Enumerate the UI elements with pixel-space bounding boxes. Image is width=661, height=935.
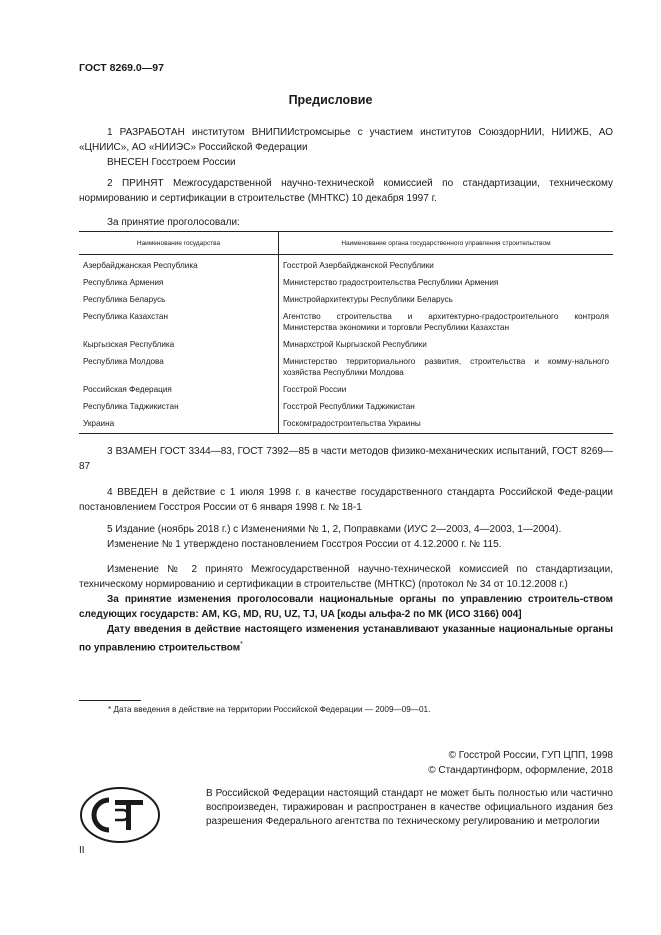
table-row — [79, 380, 613, 397]
column-header-state: Наименование государства — [79, 232, 279, 255]
table-cell-authority: Агентство строительства и архитектурно-градостроительного контроля Министерства экономики и торговли Республики Казахстан — [279, 307, 614, 335]
item-3: 3 ВЗАМЕН ГОСТ 3344—83, ГОСТ 7392—85 в части методов физико-механических испытаний, ГОСТ 8269—87 — [79, 446, 613, 472]
change-2-effective-date — [79, 622, 613, 655]
table-cell-authority: Госстрой Республики Таджикистан — [279, 397, 614, 414]
item-4: 4 ВВЕДЕН в действие с 1 июля 1998 г. в качестве государственного стандарта Российской Феде-рации постановлением Госстроя России от 6 января 1998 г. № 18-1 — [79, 487, 613, 513]
legal-notice-text: В Российской Федерации настоящий стандарт не может быть полностью или частично воспроизведен, тиражирован и распространен в качестве официального издания без разрешения Федерального агентства по техническому регулированию и метрологии — [206, 788, 613, 827]
table-row — [79, 414, 613, 434]
document-code: ГОСТ 8269.0—97 — [79, 62, 164, 74]
page-title: Предисловие — [288, 93, 373, 107]
item-1-developer: 1 РАЗРАБОТАН институтом ВНИПИИстромсырье с участием институтов СоюздорНИИ, НИИЖБ, АО «ЦНИИС», АО «НИИЭС» Российской Федерации — [79, 127, 613, 153]
column-header-authority: Наименование органа государственного управления строительством — [279, 232, 614, 255]
item-2: 2 ПРИНЯТ Межгосударственной научно-технической комиссией по стандартизации, техническому нормированию и сертификации в строительстве (МНТКС) 10 декабря 1997 г. — [79, 178, 613, 204]
table-cell-authority: Министерство территориального развития, строительства и комму-нального хозяйства Республики Молдова — [279, 352, 614, 380]
copyright — [428, 748, 613, 778]
change-2-block — [79, 562, 613, 655]
change-2-text: Изменение № 2 принято Межгосударственной научно-технической комиссией по стандартизации, техническому нормированию и сертификации в строительстве (МНТКС) (протокол № 34 от 10.12.2008 г.) — [79, 564, 613, 590]
table-row — [79, 352, 613, 380]
item-1 — [79, 125, 613, 170]
footnote-mark: * — [240, 641, 243, 648]
table-cell-authority: Минархстрой Кыргызской Республики — [279, 335, 614, 352]
change-2-effective-date-text: Дату введения в действие настоящего изменения устанавливают указанные национальные органы по управлению строительством — [79, 624, 613, 654]
voting-table — [79, 231, 613, 434]
table-cell-authority: Госстрой Азербайджанской Республики — [279, 255, 614, 274]
legal-notice — [206, 787, 613, 829]
table-row — [79, 397, 613, 414]
table-cell-state: Российская Федерация — [79, 380, 279, 397]
table-cell-state: Азербайджанская Республика — [79, 255, 279, 274]
table-cell-state: Республика Молдова — [79, 352, 279, 380]
copyright-line-2: © Стандартинформ, оформление, 2018 — [428, 765, 613, 776]
table-cell-state: Украина — [79, 414, 279, 434]
table-cell-state: Кыргызская Республика — [79, 335, 279, 352]
table-header-row — [79, 232, 613, 255]
item-1-introduced: ВНЕСЕН Госстроем России — [107, 157, 236, 168]
gost-r-certification-mark-icon — [79, 786, 161, 844]
table-cell-authority: Госкомградостроительства Украины — [279, 414, 614, 434]
table-row — [79, 273, 613, 290]
item-5-change-1: Изменение № 1 утверждено постановлением Госстроя России от 4.12.2000 г. № 115. — [107, 539, 502, 550]
table-row — [79, 307, 613, 335]
table-cell-authority: Министерство градостроительства Республики Армения — [279, 273, 614, 290]
table-cell-state: Республика Таджикистан — [79, 397, 279, 414]
table-cell-authority: Госстрой России — [279, 380, 614, 397]
copyright-line-1: © Госстрой России, ГУП ЦПП, 1998 — [448, 750, 613, 761]
table-row — [79, 335, 613, 352]
footnote: * Дата введения в действие на территории Российской Федерации — 2009—09—01. — [108, 705, 431, 714]
footnote-divider — [79, 700, 141, 701]
table-cell-state: Республика Беларусь — [79, 290, 279, 307]
table-cell-state: Республика Армения — [79, 273, 279, 290]
vote-intro: За принятие проголосовали: — [107, 217, 240, 228]
page-number: II — [79, 845, 85, 856]
table-cell-state: Республика Казахстан — [79, 307, 279, 335]
table-row — [79, 290, 613, 307]
item-5 — [79, 522, 613, 552]
table-cell-authority: Минстройархитектуры Республики Беларусь — [279, 290, 614, 307]
item-5-edition: 5 Издание (ноябрь 2018 г.) с Изменениями № 1, 2, Поправками (ИУС 2—2003, 4—2003, 1—2004). — [107, 524, 562, 535]
change-2-voting: За принятие изменения проголосовали национальные органы по управлению строитель-ством следующих государств: AM, KG, MD, RU, UZ, TJ, UA [коды альфа-2 по МК (ИСО 3166) 004] — [79, 594, 613, 620]
table-row — [79, 255, 613, 274]
